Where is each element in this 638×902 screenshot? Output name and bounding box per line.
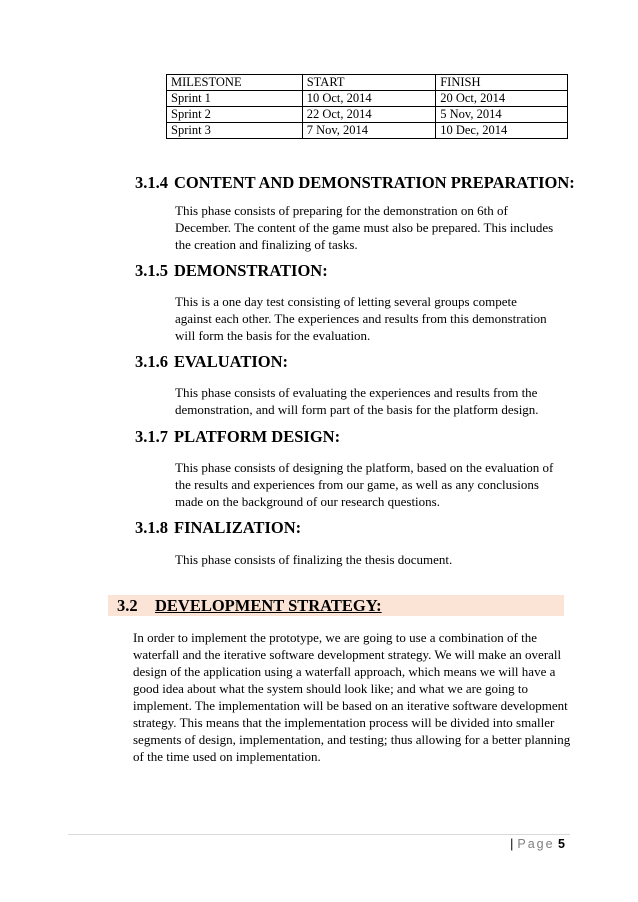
table-row	[167, 123, 568, 139]
table-cell: Sprint 2	[167, 107, 303, 123]
section-number: 3.2	[117, 596, 138, 615]
section-body: This is a one day test consisting of letting several groups compete against each other. The experiences and results from this demonstration will form the basis for the evaluation.	[175, 294, 547, 343]
section-heading	[135, 427, 340, 447]
section-body: This phase consists of preparing for the demonstration on 6th of December. The content of the game must also be prepared. This includes the creation and finalizing of tasks.	[175, 203, 554, 252]
table-cell: 5 Nov, 2014	[436, 107, 568, 123]
milestone-table	[166, 74, 568, 139]
section-heading	[135, 352, 288, 372]
table-header-cell: FINISH	[436, 75, 568, 91]
section-title: DEMONSTRATION:	[174, 261, 328, 280]
section-heading	[135, 173, 575, 193]
table-header-cell: MILESTONE	[167, 75, 303, 91]
section-heading	[135, 518, 301, 538]
table-header-row	[167, 75, 568, 91]
section-number: 3.1.6	[135, 352, 168, 371]
section-title: CONTENT AND DEMONSTRATION PREPARATION:	[174, 173, 575, 192]
section-number: 3.1.8	[135, 518, 168, 537]
section-body: This phase consists of finalizing the thesis document.	[175, 552, 453, 567]
table-header-cell: START	[302, 75, 436, 91]
page-footer	[510, 836, 565, 852]
table-cell: 10 Dec, 2014	[436, 123, 568, 139]
footer-separator: |	[510, 837, 514, 851]
table-row	[167, 91, 568, 107]
footer-divider	[68, 834, 570, 835]
table-cell: 22 Oct, 2014	[302, 107, 436, 123]
section-title: FINALIZATION:	[174, 518, 302, 537]
table-cell: Sprint 3	[167, 123, 303, 139]
table-cell: 10 Oct, 2014	[302, 91, 436, 107]
section-body: This phase consists of evaluating the experiences and results from the demonstration, and will form part of the basis for the platform design.	[175, 385, 539, 417]
section-title: EVALUATION:	[174, 352, 288, 371]
section-title: PLATFORM DESIGN:	[174, 427, 341, 446]
section-heading	[117, 596, 382, 616]
section-number: 3.1.5	[135, 261, 168, 280]
footer-page-label: Page	[517, 837, 555, 851]
table-row	[167, 107, 568, 123]
section-body: This phase consists of designing the platform, based on the evaluation of the results and experiences from our game, as well as any conclusions made on the background of our research questions.	[175, 460, 554, 509]
section-title: DEVELOPMENT STRATEGY:	[155, 596, 382, 615]
section-number: 3.1.7	[135, 427, 168, 446]
page-number: 5	[558, 837, 565, 851]
table-cell: Sprint 1	[167, 91, 303, 107]
section-heading	[135, 261, 328, 281]
table-cell: 7 Nov, 2014	[302, 123, 436, 139]
table-cell: 20 Oct, 2014	[436, 91, 568, 107]
section-body: In order to implement the prototype, we are going to use a combination of the waterfall and the iterative software development strategy. We will make an overall design of the application using a waterfall approach, which means we will have a good idea about what the system should look like; and what we are going to implement. The implementation will be based on an iterative software development strategy. This means that the implementation process will be divided into smaller segments of design, implementation, and testing; thus allowing for a better planning of the time used on implementation.	[133, 630, 571, 764]
section-number: 3.1.4	[135, 173, 168, 192]
